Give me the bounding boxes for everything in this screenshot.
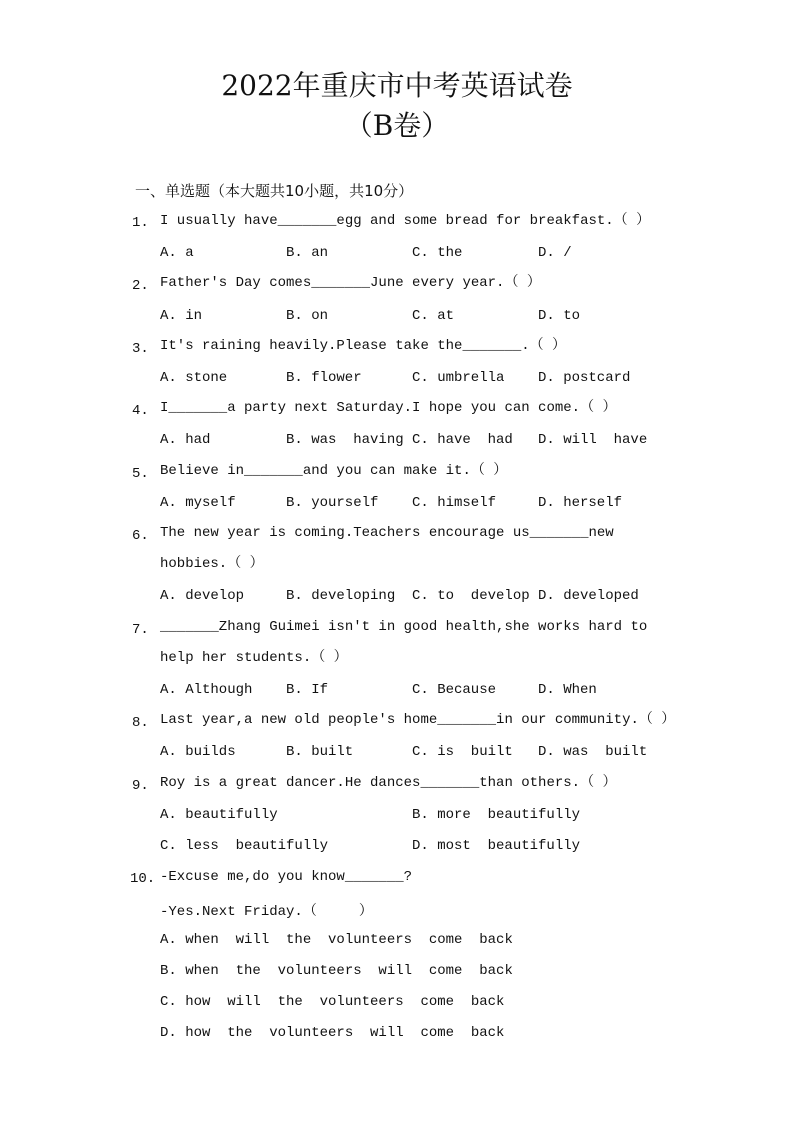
option-c: C. less beautifully — [160, 838, 329, 854]
question-stem-line: -Excuse me,do you know_______? — [160, 869, 413, 885]
option-c: C. have had — [412, 432, 513, 448]
option-d: D. / — [538, 245, 572, 261]
option-d: D. postcard — [538, 370, 631, 386]
option-c: C. to develop — [412, 588, 530, 604]
option-d: D. herself — [538, 495, 623, 511]
option-d: D. most beautifully — [412, 838, 581, 854]
question-stem: Last year,a new old people's home_______in our community.（ ） — [160, 712, 676, 728]
option-a: A. when will the volunteers come back — [160, 932, 513, 948]
question-stem: I_______a party next Saturday.I hope you can come.（ ） — [160, 400, 617, 416]
question-stem-line: -Yes.Next Friday.（ ） — [160, 904, 373, 920]
question-number: 8. — [132, 715, 149, 731]
option-d: D. When — [538, 682, 597, 698]
option-d: D. developed — [538, 588, 639, 604]
option-a: A. a — [160, 245, 194, 261]
option-a: A. Although — [160, 682, 253, 698]
question-stem: Father's Day comes_______June every year.（ ） — [160, 275, 541, 291]
option-a: A. in — [160, 308, 203, 324]
question-number: 2. — [132, 278, 149, 294]
option-d: D. how the volunteers will come back — [160, 1025, 505, 1041]
question-stem: The new year is coming.Teachers encourage us_______new hobbies.（ ） — [160, 525, 614, 572]
question-stem: _______Zhang Guimei isn't in good health,she works hard to help her students.（ ） — [160, 619, 648, 666]
option-c: C. is built — [412, 744, 513, 760]
question-number: 3. — [132, 341, 149, 357]
question-number: 4. — [132, 403, 149, 419]
option-b: B. when the volunteers will come back — [160, 963, 513, 979]
option-c: C. the — [412, 245, 463, 261]
option-b: B. flower — [286, 370, 362, 386]
option-b: B. was having — [286, 432, 404, 448]
question-stem: It's raining heavily.Please take the_______.（ ） — [160, 338, 567, 354]
option-d: D. to — [538, 308, 581, 324]
option-b: B. If — [286, 682, 329, 698]
option-b: B. developing — [286, 588, 396, 604]
option-a: A. myself — [160, 495, 236, 511]
exam-title: 2022年重庆市中考英语试卷 — [221, 69, 573, 102]
option-a: A. builds — [160, 744, 236, 760]
option-b: B. on — [286, 308, 329, 324]
option-c: C. how will the volunteers come back — [160, 994, 505, 1010]
option-a: A. stone — [160, 370, 228, 386]
option-c: C. umbrella — [412, 370, 505, 386]
question-stem: Believe in_______and you can make it.（ ） — [160, 463, 508, 479]
option-d: D. was built — [538, 744, 648, 760]
option-c: C. himself — [412, 495, 497, 511]
section-heading: 一、单选题（本大题共10小题，共10分） — [135, 182, 414, 200]
option-a: A. had — [160, 432, 211, 448]
question-number: 5. — [132, 466, 149, 482]
question-number: 7. — [132, 622, 149, 638]
question-stem: I usually have_______egg and some bread for breakfast.（ ） — [160, 213, 651, 229]
option-d: D. will have — [538, 432, 648, 448]
question-number: 6. — [132, 528, 149, 544]
option-c: C. at — [412, 308, 455, 324]
option-b: B. yourself — [286, 495, 379, 511]
exam-subtitle: （B卷） — [344, 109, 450, 142]
option-c: C. Because — [412, 682, 497, 698]
question-number: 10. — [130, 871, 156, 887]
question-number: 9. — [132, 778, 149, 794]
question-number: 1. — [132, 215, 149, 231]
question-stem: Roy is a great dancer.He dances_______than others.（ ） — [160, 775, 617, 791]
option-a: A. beautifully — [160, 807, 278, 823]
option-b: B. built — [286, 744, 354, 760]
option-b: B. an — [286, 245, 329, 261]
option-a: A. develop — [160, 588, 245, 604]
option-b: B. more beautifully — [412, 807, 581, 823]
